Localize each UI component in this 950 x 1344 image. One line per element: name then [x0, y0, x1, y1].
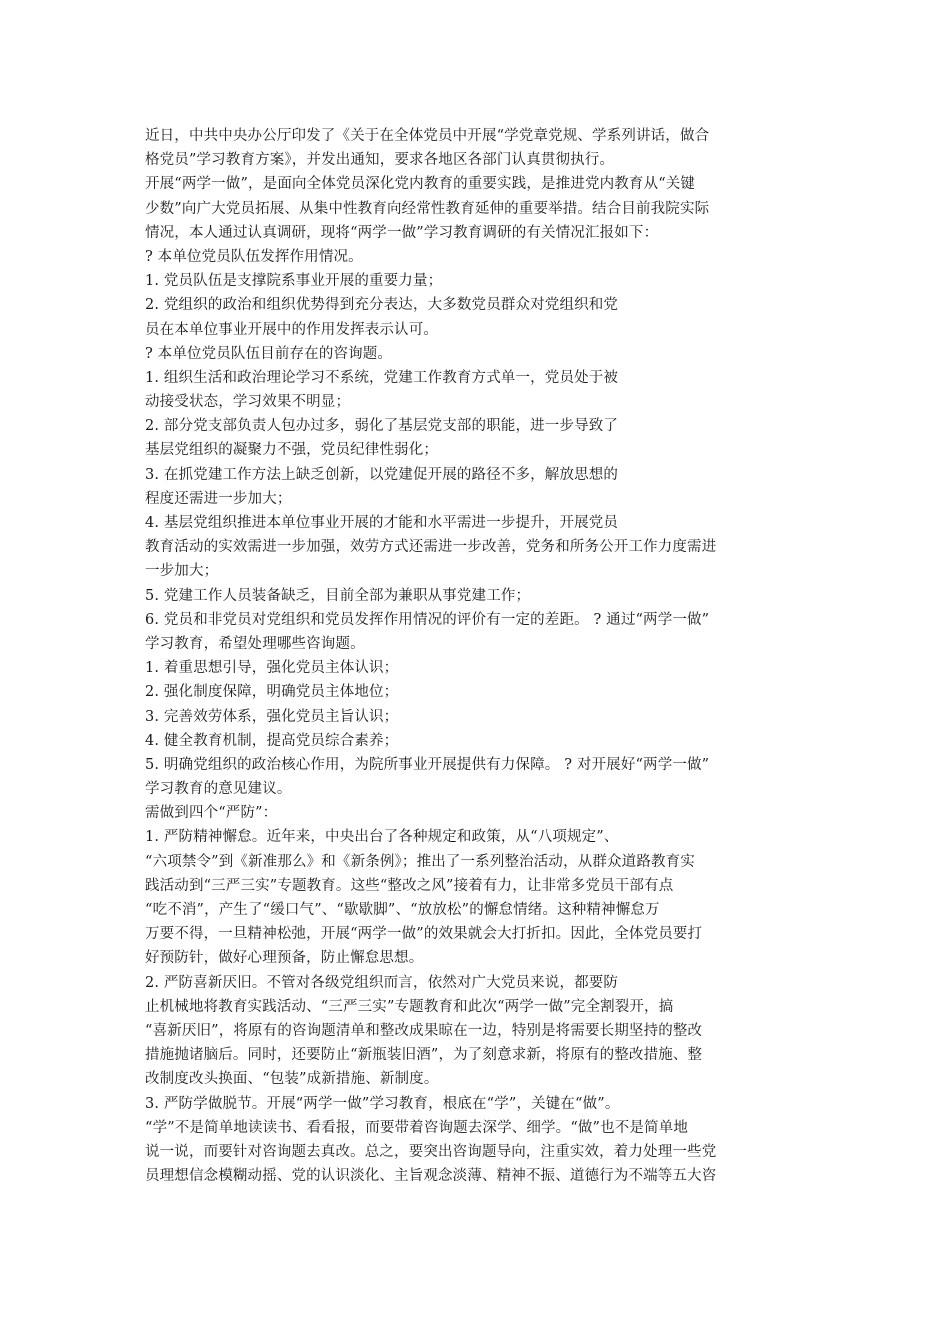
text-line: 2. 党组织的政治和组织优势得到充分表达，大多数党员群众对党组织和党: [145, 297, 619, 314]
text-line: 说一说，而要针对咨询题去真改。总之，要突出咨询题导向，注重实效，着力处理一些党: [145, 1143, 717, 1160]
text-line: 4. 基层党组织推进本单位事业开展的才能和水平需进一步提升，开展党员: [145, 515, 619, 531]
text-line: “吃不消”，产生了“缓口气”、“歇歇脚”、“放放松”的懈怠情绪。这种精神懈怠万: [145, 902, 660, 918]
text-line: ? 本单位党员队伍目前存在的咨询题。: [145, 345, 393, 362]
text-line: 员在本单位事业开展中的作用发挥表示认可。: [145, 321, 438, 338]
text-line: 1. 组织生活和政治理论学习不系统，党建工作教育方式单一，党员处于被: [145, 369, 619, 386]
text-line: 学习教育，希望处理哪些咨询题。: [145, 635, 365, 652]
text-line: 员理想信念模糊动摇、党的认识淡化、主旨观念淡薄、精神不振、道德行为不端等五大咨: [145, 1168, 717, 1185]
text-line: 措施抛诸脑后。同时，还要防止“新瓶装旧酒”，为了刻意求新，将原有的整改措施、整: [145, 1047, 703, 1064]
text-line: 止机械地将教育实践活动、“三严三实”专题教育和此次“两学一做”完全割裂开，搞: [145, 998, 674, 1015]
text-line: 3. 在抓党建工作方法上缺乏创新，以党建促开展的路径不多，解放思想的: [145, 466, 619, 483]
text-line: 基层党组织的凝聚力不强，党员纪律性弱化；: [145, 442, 438, 459]
text-line: 学习教育的意见建议。: [145, 781, 292, 798]
text-line: 改制度改头换面、“包装”成新措施、新制度。: [145, 1071, 439, 1088]
text-line: 1. 严防精神懈怠。近年来，中央出台了各种规定和政策，从“八项规定”、: [145, 829, 619, 846]
text-line: 少数”向广大党员拓展、从集中性教育向经常性教育延伸的重要举措。结合目前我院实际: [145, 200, 710, 217]
text-line: 2. 严防喜新厌旧。不管对各级党组织而言，依然对广大党员来说，都要防: [145, 974, 619, 991]
text-line: 教育活动的实效需进一步加强，效劳方式还需进一步改善，党务和所务公开工作力度需进: [145, 539, 717, 556]
text-line: 程度还需进一步加大；: [145, 490, 292, 507]
text-line: “六项禁令”到《新准那么》和《新条例》；推出了一系列整治活动，从群众道路教育实: [145, 853, 695, 870]
text-line: 一步加大；: [145, 563, 219, 580]
text-line: 开展“两学一做”，是面向全体党员深化党内教育的重要实践，是推进党内教育从“关键: [145, 176, 696, 193]
text-line: 3. 完善效劳体系，强化党员主旨认识；: [145, 708, 399, 725]
text-line: 6. 党员和非党员对党组织和党员发挥作用情况的评价有一定的差距。 ? 通过“两学一做”: [145, 611, 710, 628]
text-line: 好预防针，做好心理预备，防止懈怠思想。: [145, 950, 424, 967]
text-line: 情况，本人通过认真调研，现将“两学一做”学习教育调研的有关情况汇报如下：: [145, 224, 659, 241]
text-line: 万要不得，一旦精神松弛，开展“两学一做”的效果就会大打折扣。因此，全体党员要打: [145, 926, 703, 943]
text-line: 2. 强化制度保障，明确党员主体地位；: [145, 684, 399, 701]
text-line: 需做到四个“严防”：: [145, 805, 278, 822]
document-body: [145, 124, 815, 1188]
text-line: 5. 党建工作人员装备缺乏，目前全部为兼职从事党建工作；: [145, 587, 531, 604]
text-line: 1. 党员队伍是支撑院系事业开展的重要力量；: [145, 273, 443, 290]
text-line: 1. 着重思想引导，强化党员主体认识；: [145, 660, 399, 677]
text-line: “喜新厌旧”，将原有的咨询题清单和整改成果晾在一边，特别是将需要长期坚持的整改: [145, 1022, 703, 1039]
text-line: 4. 健全教育机制，提高党员综合素养；: [145, 732, 399, 749]
text-line: 3. 严防学做脱节。开展“两学一做”学习教育，根底在“学”，关键在“做”。: [145, 1095, 620, 1112]
text-line: 2. 部分党支部负责人包办过多，弱化了基层党支部的职能，进一步导致了: [145, 418, 619, 435]
text-line: 格党员”学习教育方案》，并发出通知，要求各地区各部门认真贯彻执行。: [145, 152, 615, 169]
text-line: 5. 明确党组织的政治核心作用，为院所事业开展提供有力保障。 ? 对开展好“两学一做”: [145, 756, 710, 773]
text-line: ? 本单位党员队伍发挥作用情况。: [145, 248, 363, 265]
text-line: 动接受状态，学习效果不明显；: [145, 394, 351, 411]
text-line: 近日，中共中央办公厅印发了《关于在全体党员中开展“学党章党规、学系列讲话，做合: [145, 128, 710, 144]
text-line: “学”不是简单地读读书、看看报，而要带着咨询题去深学、细学。“做”也不是简单地: [145, 1119, 688, 1136]
text-line: 践活动到“三严三实”专题教育。这些“整改之风”接着有力，让非常多党员干部有点: [145, 877, 674, 894]
